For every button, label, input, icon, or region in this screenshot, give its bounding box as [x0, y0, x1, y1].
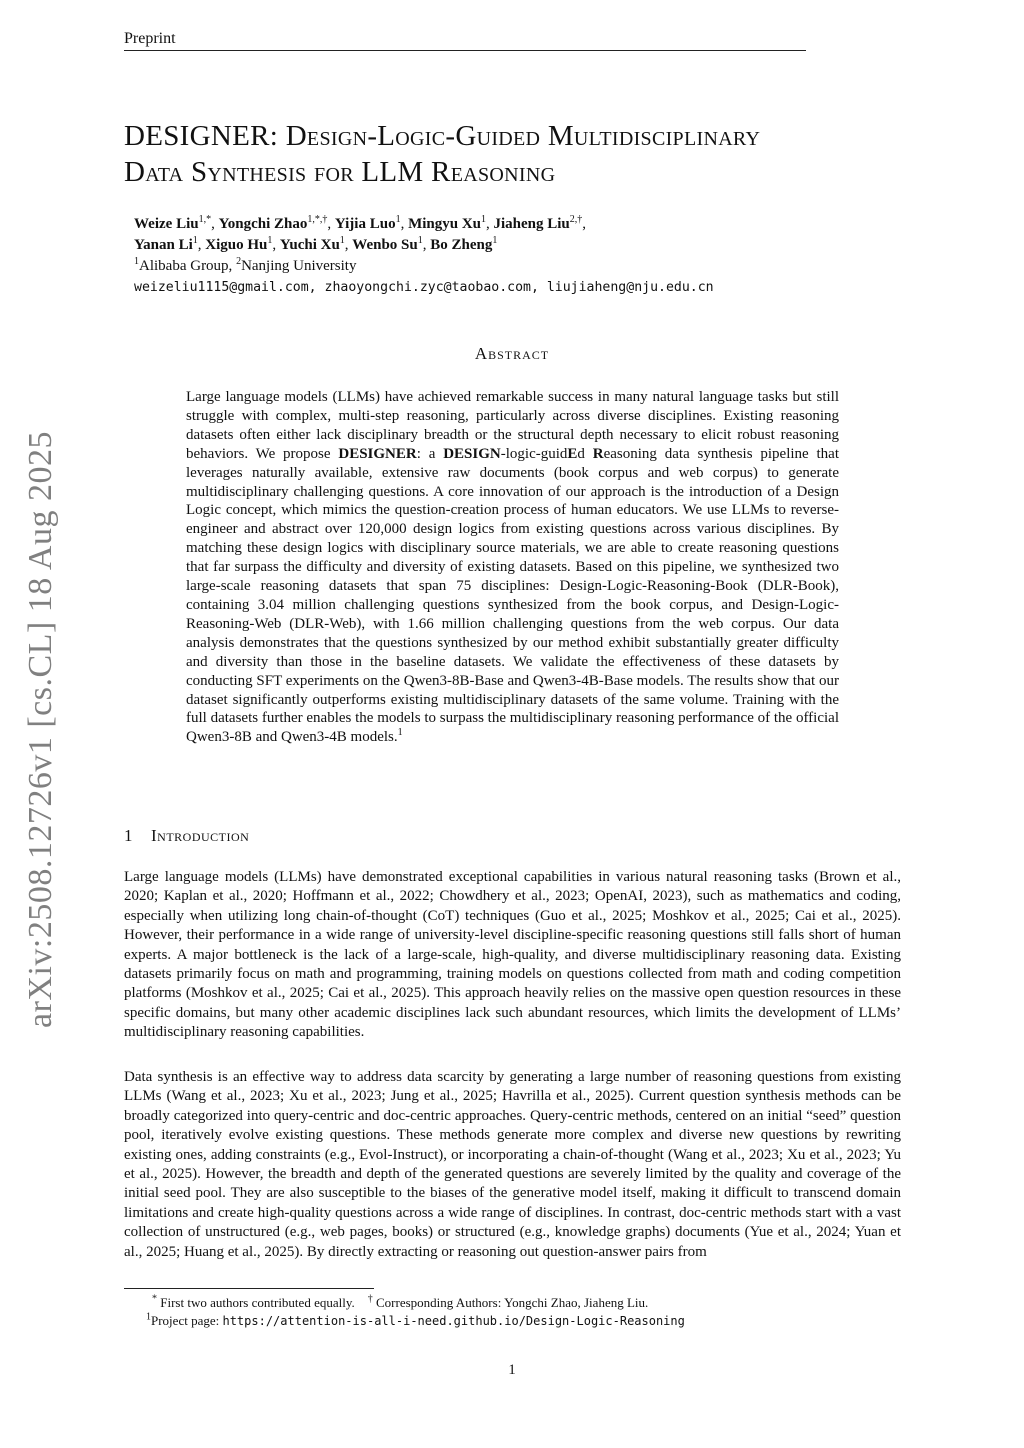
affiliation-2: Nanjing University: [241, 258, 357, 274]
affil-sup: 1: [134, 256, 139, 267]
footnote-ref[interactable]: 1: [397, 727, 403, 739]
author-name: Yijia Luo: [334, 216, 396, 232]
author-name: Wenbo Su: [352, 237, 418, 253]
project-mark: 1: [146, 1311, 151, 1323]
author-sup: 1,*: [198, 214, 212, 225]
author-sup: 1: [339, 235, 345, 246]
arxiv-identifier: arXiv:2508.12726v1 [cs.CL] 18 Aug 2025: [22, 431, 59, 1028]
author-name: Yongchi Zhao: [218, 216, 308, 232]
author-name: Xiguo Hu: [205, 237, 268, 253]
body-paragraph: Data synthesis is an effective way to address data scarcity by generating a large number of reasoning questions from existing LLMs (Wang et al., 2023; Xu et al., 2023; Jung et al., 2025; Havrilla et al., 2025). Current question synthesis methods can be broadly categorized into query-centric and doc-centric approaches. Query-centric methods, centered on an initial “seed” question pool, iteratively evolve existing questions. These methods generate more complex and diverse new questions by rewriting existing ones, adding constraints (e.g., Evol-Instruct), or incorporating a chain-of-thought (Wang et al., 2023; Xu et al., 2023; Yu et al., 2025). However, the breadth and depth of the generated questions are severely limited by the quality and coverage of the initial seed pool. They are also susceptible to the biases of the generative model itself, making it difficult to transcend domain limitations and create high-quality questions across a wide range of disciplines. In contrast, doc-centric methods start with a vast collection of unstructured (e.g., web pages, books) or structured (e.g., knowledge graphs) documents (Yue et al., 2024; Yuan et al., 2025; Huang et al., 2025). By directly extracting or reasoning out question-answer pairs from: [124, 1069, 901, 1260]
footnote-project: $^1$Project page: https://attention-is-all-i-need.github.io/Design-Logic-Reasoning: [146, 1311, 685, 1328]
author-sup: 1: [192, 235, 198, 246]
title-line-1: DESIGNER: Design-Logic-Guided Multidisciplinary: [124, 120, 761, 152]
author-name: Mingyu Xu: [408, 216, 481, 232]
author-sup: 1: [481, 214, 486, 225]
author-sup: 1: [417, 235, 423, 246]
footnote-rule: [124, 1288, 374, 1289]
author-name: Jiaheng Liu: [493, 216, 570, 232]
author-line-1: Weize Liu$^{1,*}$, Yongchi Zhao$^{1,*,\dagger}$, Yijia Luo$^1$, Mingyu Xu$^1$, Jiaheng Liu$^{2,\dagger}$,: [134, 214, 587, 232]
author-name: Weize Liu: [134, 216, 199, 232]
author-sup: 1,*,†: [307, 214, 328, 225]
page-number: 1: [508, 1362, 516, 1378]
author-block: [134, 214, 854, 298]
author-sup: 1: [267, 235, 273, 246]
author-sup: 2,†: [569, 214, 583, 225]
header-rule: [124, 50, 806, 51]
author-name: Yuchi Xu: [279, 237, 340, 253]
section-heading-introduction: [124, 826, 249, 846]
author-emails[interactable]: weizeliu1115@gmail.com, zhaoyongchi.zyc@taobao.com, liujiaheng@nju.edu.cn: [134, 280, 714, 295]
equal-mark: *: [152, 1293, 157, 1305]
paper-title: [124, 118, 914, 190]
body-paragraph: Large language models (LLMs) have demonstrated exceptional capabilities in various natural reasoning tasks (Brown et al., 2020; Kaplan et al., 2020; Hoffmann et al., 2022; Chowdhery et al., 2023; OpenAI, 2023), such as mathematics and coding, especially when utilizing long chain-of-thought (CoT) techniques (Guo et al., 2025; Moshkov et al., 2025; Cai et al., 2025). However, their performance in a wide range of university-level discipline-specific reasoning questions still falls short of human experts. A major bottleneck is the lack of a large-scale, high-quality, and diverse multidisciplinary reasoning data. Existing datasets primarily focus on math and programming, training models on questions collected from math and coding competition platforms (Moshkov et al., 2025; Cai et al., 2025). This approach heavily relies on the massive open question resources in these specific domains, but many other academic disciplines lack such abundant resources, which limits the development of LLMs’ multidisciplinary reasoning capabilities.: [124, 869, 901, 1041]
author-name: Bo Zheng: [430, 237, 493, 253]
running-header: Preprint: [124, 30, 176, 47]
title-line-2: Data Synthesis for LLM Reasoning: [124, 156, 556, 188]
author-sup: 1: [492, 235, 498, 246]
affil-sup: 2: [236, 256, 242, 267]
abstract-heading: Abstract: [474, 344, 550, 363]
abstract-text: Large language models (LLMs) have achieved remarkable success in many natural language tasks but still struggle with complex, multi-step reasoning, particularly across diverse disciplines. Existing reasoning datasets often either lack disciplinary breadth or the structural depth necessary to elicit robust reasoning behaviors. We propose DESIGNER: a DESIGN-logic-guidEd Reasoning data synthesis pipeline that leverages naturally available, extensive raw documents (book corpus and web corpus) to generate multidisciplinary challenging questions. A core innovation of our approach is the introduction of a Design Logic concept, which mimics the question-creation process of human educators. We use LLMs to reverse-engineer and abstract over 120,000 design logics from existing questions across various disciplines. By matching these design logics with disciplinary source materials, we are able to create reasoning questions that far surpass the difficulty and diversity of existing datasets. Based on this pipeline, we synthesized two large-scale reasoning datasets that span 75 disciplines: Design-Logic-Reasoning-Book (DLR-Book), containing 3.04 million challenging questions synthesized from the book corpus, and Design-Logic-Reasoning-Web (DLR-Web), with 1.66 million challenging questions from the web corpus. Our data analysis demonstrates that the questions synthesized by our method exhibit substantially greater difficulty and diversity than those in the baseline datasets. We validate the effectiveness of these datasets by conducting SFT experiments on the Qwen3-8B-Base and Qwen3-4B-Base models. The results show that our dataset significantly outperforms existing multidisciplinary datasets of the same volume. Training with the full datasets further enables the models to surpass the multidisciplinary reasoning performance of the official Qwen3-8B and Qwen3-4B models.$^1$: [186, 389, 840, 746]
section-title: Introduction: [151, 826, 250, 845]
footnote-authors: * First two authors contributed equally. † Corresponding Authors: Yongchi Zhao, Jiaheng Liu.: [152, 1293, 649, 1310]
author-name: Yanan Li: [134, 237, 193, 253]
author-line-2: Yanan Li$^1$, Xiguo Hu$^1$, Yuchi Xu$^1$, Wenbo Su$^1$, Bo Zheng$^1$: [134, 235, 498, 253]
affiliations: [134, 256, 854, 277]
project-url-link[interactable]: https://attention-is-all-i-need.github.io/Design-Logic-Reasoning: [222, 1314, 685, 1328]
method-name: DESIGNER: [338, 445, 417, 462]
affiliation-1: Alibaba Group,: [139, 258, 233, 274]
author-sup: 1: [395, 214, 401, 225]
section-number: 1: [124, 826, 133, 845]
corr-mark: †: [367, 1293, 373, 1305]
